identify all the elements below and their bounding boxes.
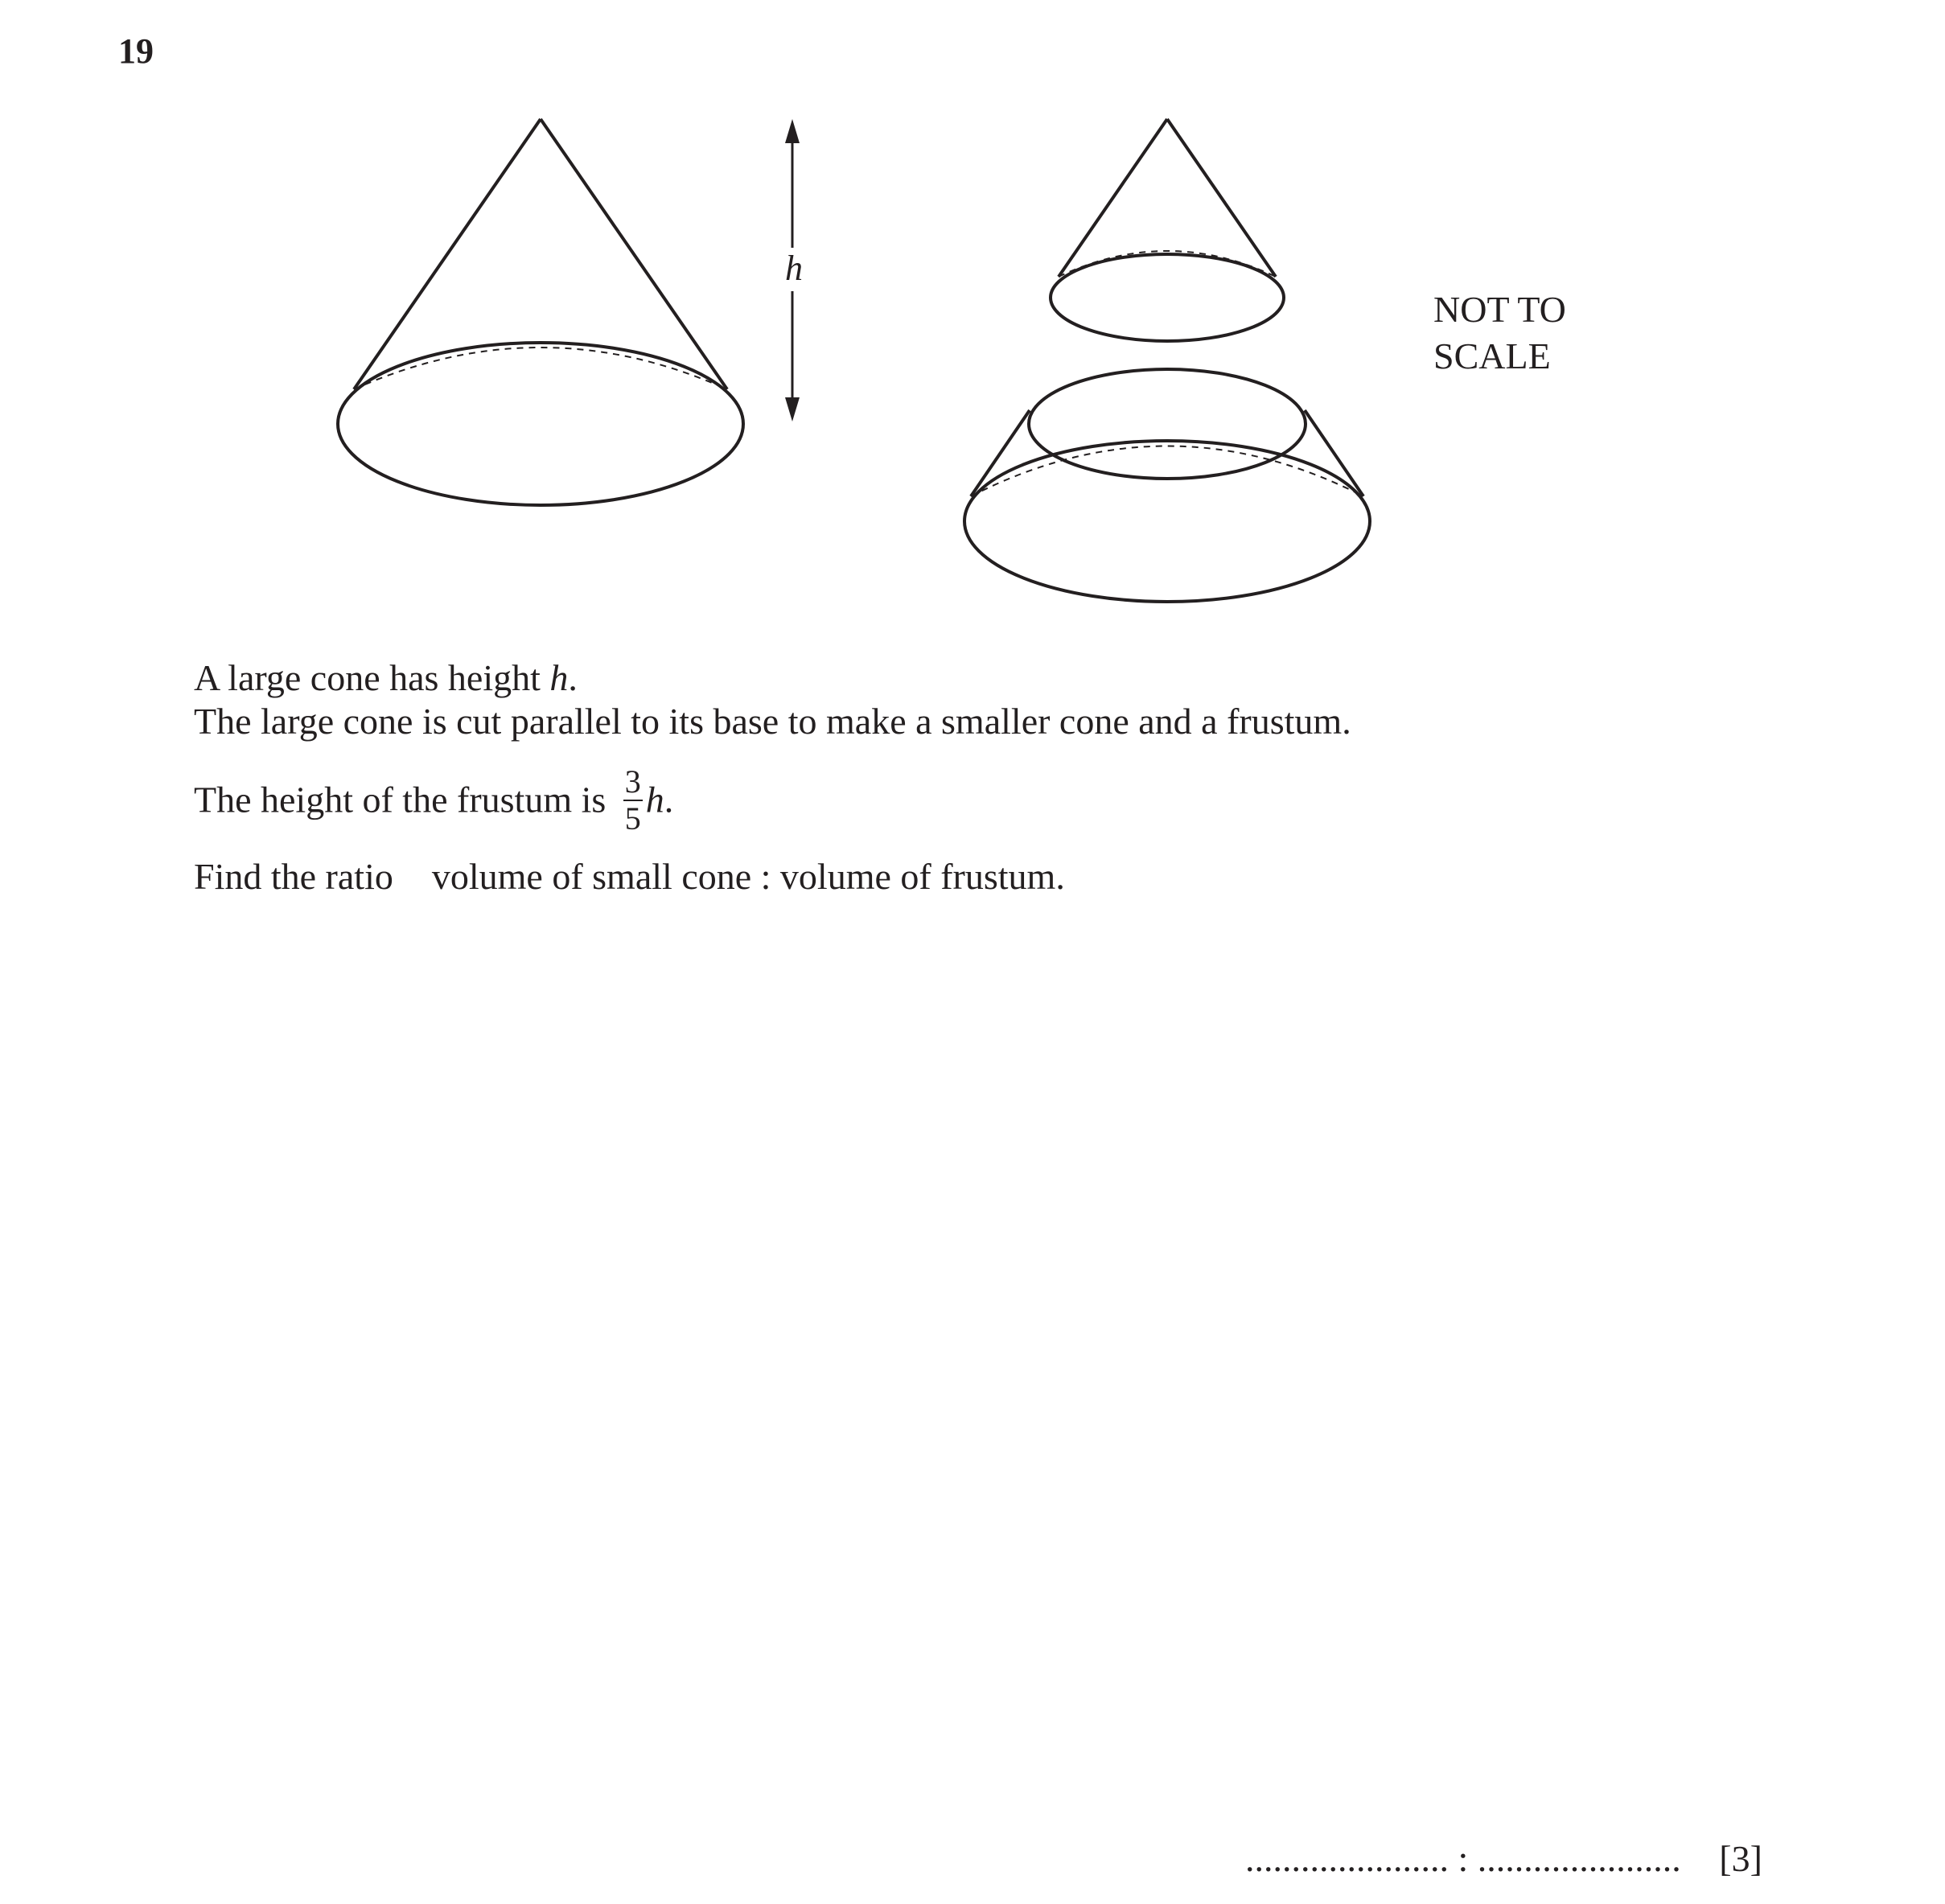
line3-text: The height of the frustum is [194, 779, 615, 820]
question-line-1 [194, 656, 578, 699]
not-to-scale-note [1433, 286, 1566, 380]
line3-end: . [664, 779, 674, 820]
line3-variable: h [645, 779, 664, 820]
line4-rest: volume of small cone : volume of frustum. [431, 856, 1065, 897]
cones-diagram [0, 0, 1945, 611]
answer-blank-2[interactable]: ...................... [1477, 1838, 1681, 1879]
question-line-4 [194, 855, 1065, 898]
large-cone [338, 119, 743, 505]
marks-label: [3] [1719, 1838, 1762, 1879]
fraction-numerator: 3 [624, 763, 641, 800]
small-cone [1051, 119, 1284, 341]
line1-end: . [568, 657, 578, 698]
note-line-1: NOT TO [1433, 289, 1566, 330]
line4-lead: Find the ratio [194, 856, 393, 897]
line1-text: A large cone has height [194, 657, 550, 698]
answer-blank-1[interactable]: ...................... [1245, 1838, 1449, 1879]
fraction-denominator: 5 [624, 800, 641, 837]
question-number: 19 [118, 31, 154, 71]
question-line-2: The large cone is cut parallel to its base to make a smaller cone and a frustum. [194, 701, 1351, 742]
answer-separator: : [1458, 1838, 1469, 1879]
frustum [964, 369, 1370, 602]
line1-variable: h [549, 657, 569, 698]
note-line-2: SCALE [1433, 335, 1551, 376]
height-label: h [785, 249, 803, 288]
question-line-3 [194, 763, 674, 840]
answer-line[interactable] [1245, 1837, 1762, 1880]
fraction [623, 764, 643, 837]
